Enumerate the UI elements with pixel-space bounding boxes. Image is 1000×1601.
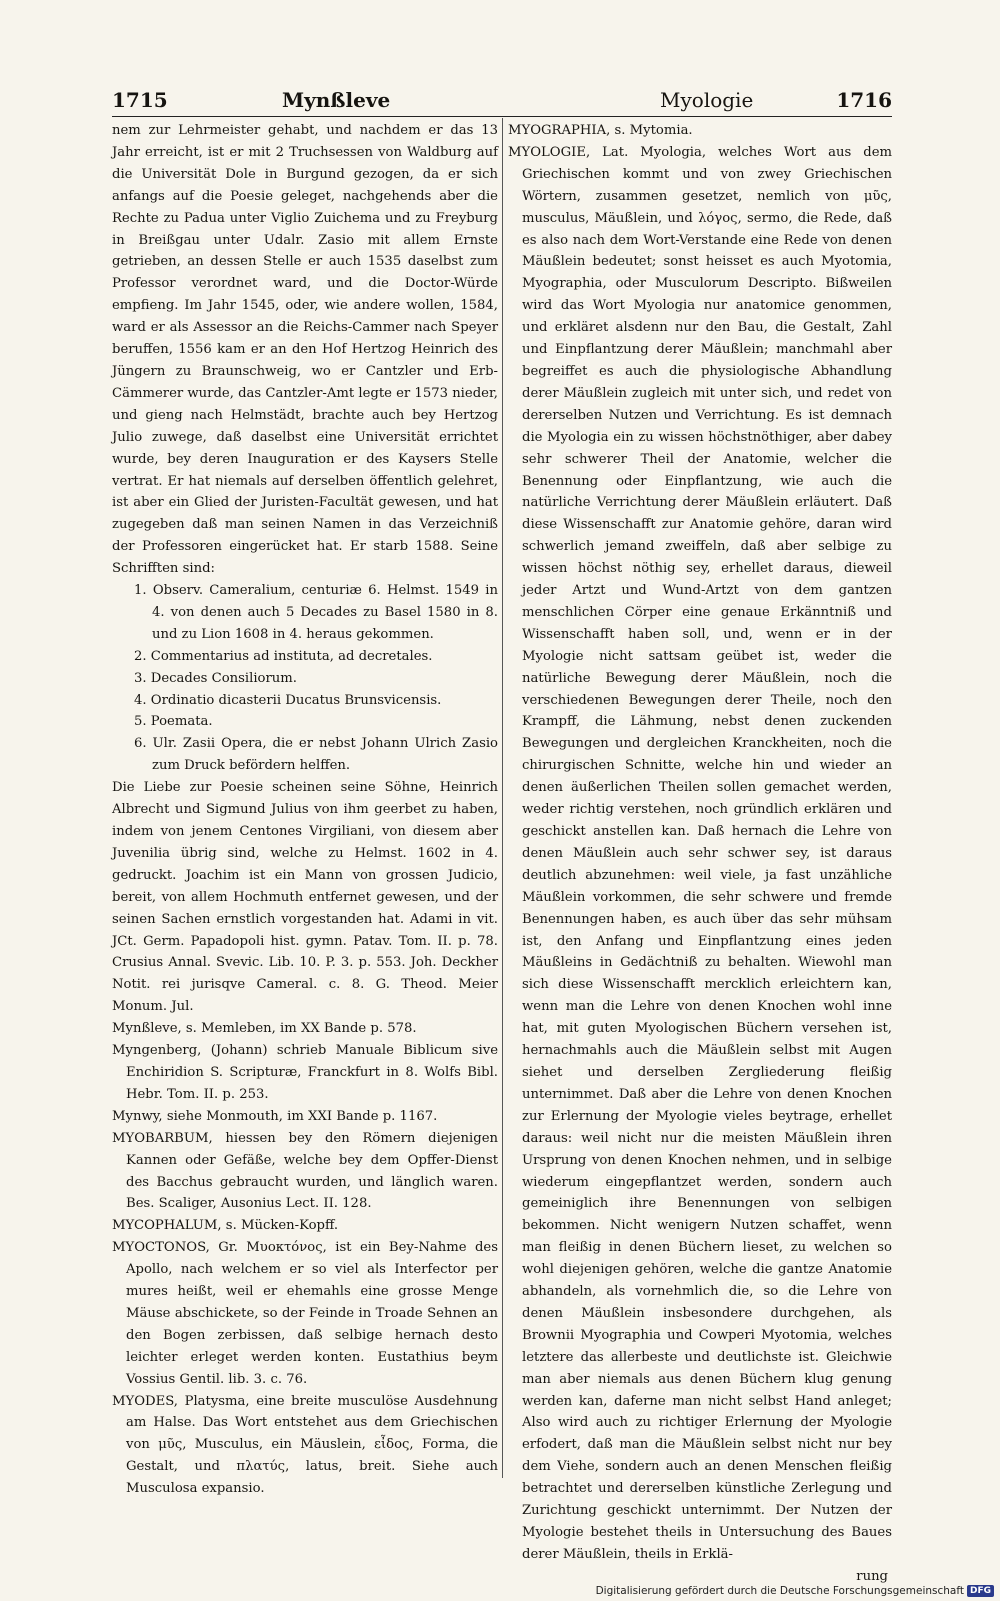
lexicon-entry: MYOLOGIE, Lat. Myologia, welches Wort aus dem Griechischen kommt und von zwey Griechischen Wörtern, zusammen gesetzet, nemlich von μῦς, musculus, Mäußlein, und λόγος, sermo, die Rede, daß es also nach dem Wort-Verstande eine Rede von denen Mäußlein bedeutet; sonst heisset es auch Myotomia, Myographia, oder Musculorum Descripto. Bißweilen wird das Wort Myologia nur anatomice genommen, und erkläret alsdenn nur den Bau, die Gestalt, Zahl und Einpflantzung derer Mäußlein; manchmahl aber begreiffet es auch die physiologische Abhandlung derer Mäußlein zugleich mit unter sich, und redet von dererselben Nutzen und Verrichtung. Es ist demnach die Myologia ein zu wissen höchstnöthiger, aber dabey sehr schwerer Theil der Anatomie, welcher die Benennung oder Einpflantzung, wie auch die natürliche Verrichtung derer Mäußlein erläutert. Daß diese Wissenschafft zur Anatomie gehöre, daran wird schwerlich jemand zweiffeln, daß aber selbige zu wissen höchst nöthig sey, erhellet daraus, dieweil jeder Artzt und Wund-Artzt von dem gantzen menschlichen Cörper eine genaue Erkänntniß und Wissenschafft haben soll, und, wenn er in der Myologie nicht sattsam geübet ist, weder die natürliche Bewegung derer Mäußlein, noch die verschiedenen Bewegungen derer Theile, noch den Krampff, die Lähmung, nebst denen zuckenden Bewegungen und dergleichen Kranckheiten, noch die chirurgischen Schnitte, welche hin und wieder an denen äußerlichen Theilen sollen gemachet werden, weder richtig verstehen, noch gründlich erklären und geschickt anstellen kan. Daß hernach die Lehre von denen Mäußlein auch sehr schwer sey, ist daraus deutlich abzunehmen: weil viele, ja fast unzähliche Mäußlein vorkommen, die sehr schwere und fremde Benennungen haben, es auch über das sehr mühsam ist, den Anfang und Einpflantzung eines jeden Mäußleins in Gedächtniß zu behalten. Wiewohl man sich diese Wissenschafft mercklich erleichtern kan, wenn man die Lehre von denen Knochen wohl inne hat, mit guten Myologischen Büchern versehen ist, hernachmahls auch die Mäußlein selbst mit Augen siehet und derselben Zergliederung fleißig unternimmet. Daß aber die Lehre von denen Knochen zur Erlernung der Myologie vieles beytrage, erhellet daraus: weil nicht nur die meisten Mäußlein ihren Ursprung von denen Knochen nehmen, und in selbige wiederum eingepflantzet werden, sondern auch gemeiniglich ihre Benennungen von selbigen bekommen. Nicht wenigern Nutzen schaffet, wenn man fleißig in denen Büchern lieset, zu welchen so wohl diejenigen gehören, welche die gantze Anatomie abhandeln, als vornehmlich die, so die Lehre von denen Mäußlein insbesondere durchgehen, als Brownii Myographia und Cowperi Myotomia, welches letztere das allerbeste und deutlichste ist. Gleichwie man aber niemals aus denen Büchern klug genung werden kan, daferne man nicht selbst Hand anleget; Also wird auch zu richtiger Erlernung der Myologie erfodert, daß man die Mäußlein selbst nicht nur bey dem Viehe, sondern auch an denen Menschen fleißig betrachtet und dererselben künstliche Zerlegung und Zurichtung geschickt unternimmt. Der Nutzen der Myologie bestehet theils in Untersuchung des Baues derer Mäußlein, theils in Erklä- [508,144,892,1562]
lexicon-entry: MYCOPHALUM, s. Mücken-Kopff. [112,1218,339,1234]
list-item: 2. Commentarius ad instituta, ad decretales. [134,648,433,664]
catchword: rung [856,1568,888,1584]
catchword-left: Mynßleve [282,88,391,112]
dfg-logo: DFG [967,1585,994,1597]
running-header [112,86,892,117]
column-divider [502,118,503,1478]
right-column [508,120,892,1584]
lexicon-entry: Mynwy, siehe Monmouth, im XXI Bande p. 1167. [112,1108,438,1124]
left-column [112,120,498,1497]
lexicon-entry: MYOCTONOS, Gr. Μυοκτόνος, ist ein Bey-Nahme des Apollo, nach welchem er so viel als Interfector per mures heißt, weil er ehemahls eine grosse Menge Mäuse abschickete, so der Feinde in Troade Sehnen an den Bogen zerbissen, daß selbige hernach desto leichter erleget werden konten. Eustathius beym Vossius Gentil. lib. 3. c. 76. [112,1240,498,1387]
list-item: 6. Ulr. Zasii Opera, die er nebst Johann Ulrich Zasio zum Druck befördern helffen. [134,736,498,774]
lexicon-entry: MYOBARBUM, hiessen bey den Römern diejenigen Kannen oder Gefäße, welche bey dem Opffer-Dienst des Bacchus gebraucht wurden, und länglich waren. Bes. Scaliger, Ausonius Lect. II. 128. [112,1130,498,1212]
catchword-right: Myologie [660,88,754,112]
page-number-left: 1715 [112,88,168,112]
footer-text: Digitalisierung gefördert durch die Deutsche Forschungsgemeinschaft [595,1585,964,1597]
paragraph: nem zur Lehrmeister gehabt, und nachdem er das 13 Jahr erreicht, ist er mit 2 Truchsessen von Waldburg auf die Universität Dole in Burgund gezogen, da er sich anfangs auf die Poesie geleget, nachgehends aber die Rechte zu Padua unter Viglio Zuichema und zu Freyburg in Breißgau unter Udalr. Zasio mit allem Ernste getrieben, an dessen Stelle er auch 1535 daselbst zum Professor verordnet ward, und die Doctor-Würde empfieng. Im Jahr 1545, oder, wie andere wollen, 1584, ward er als Assessor an die Reichs-Cammer nach Speyer beruffen, 1556 kam er an den Hof Hertzog Heinrich des Jüngern zu Braunschweig, wo er Cantzler und Erb-Cämmerer wurde, das Cantzler-Amt legte er 1573 nieder, und gieng nach Helmstädt, brachte auch bey Hertzog Julio zuwege, daß daselbst eine Universität errichtet wurde, bey deren Inauguration er des Kaysers Stelle vertrat. Er hat niemals auf derselben öffentlich gelehret, ist aber ein Glied der Juristen-Facultät gewesen, und hat zugegeben daß man seinen Namen in das Verzeichniß der Professoren eingerücket hat. Er starb 1588. Seine Schrifften sind: [112,123,498,577]
digitization-footer [596,1585,994,1597]
lexicon-entry: Mynßleve, s. Memleben, im XX Bande p. 578. [112,1021,417,1037]
list-item: 4. Ordinatio dicasterii Ducatus Brunsvicensis. [134,692,442,708]
list-item: 5. Poemata. [134,714,213,730]
works-list [112,580,498,777]
list-item: 1. Observ. Cameralium, centuriæ 6. Helmst. 1549 in 4. von denen auch 5 Decades zu Basel 1580 in 8. und zu Lion 1608 in 4. heraus gekommen. [134,583,498,642]
lexicon-entry: MYODES, Platysma, eine breite musculöse Ausdehnung am Halse. Das Wort entstehet aus dem Griechischen von μῦς, Musculus, ein Mäuslein, εἶδος, Forma, die Gestalt, und πλατύς, latus, breit. Siehe auch Musculosa expansio. [112,1393,498,1497]
lexicon-entry: Myngenberg, (Johann) schrieb Manuale Biblicum sive Enchiridion S. Scripturæ, Franckfurt in 8. Wolfs Bibl. Hebr. Tom. II. p. 253. [112,1043,498,1102]
list-item: 3. Decades Consiliorum. [134,670,297,686]
lexicon-entry: MYOGRAPHIA, s. Mytomia. [508,123,693,138]
paragraph: Die Liebe zur Poesie scheinen seine Söhne, Heinrich Albrecht und Sigmund Julius von ihm geerbet zu haben, indem von jenem Centones Virgiliani, von diesem aber Juvenilia übrig sind, welche zu Helmst. 1602 in 4. gedruckt. Joachim ist ein Mann von grossen Judicio, bereit, von allem Hochmuth entfernet gewesen, und der seinen Sachen ernstlich vorgestanden hat. Adami in vit. JCt. Germ. Papadopoli hist. gymn. Patav. Tom. II. p. 78. Crusius Annal. Svevic. Lib. 10. P. 3. p. 553. Joh. Deckher Notit. rei jurisqve Cameral. c. 8. G. Theod. Meier Monum. Jul. [112,780,498,1015]
page-number-right: 1716 [836,88,892,112]
